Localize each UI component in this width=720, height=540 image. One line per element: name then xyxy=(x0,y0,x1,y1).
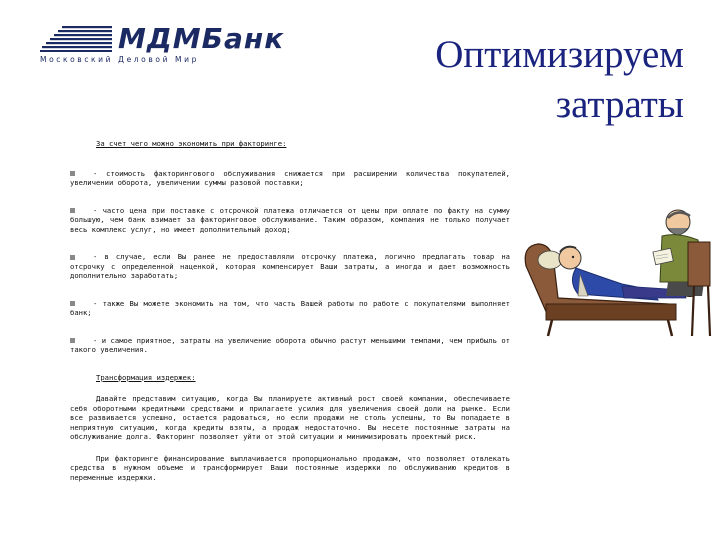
logo-name: МДМБанк xyxy=(118,22,285,55)
psychologist-couch-illustration xyxy=(518,186,714,366)
bullet-item xyxy=(70,252,510,281)
bullet-text: - также Вы можете экономить на том, что часть Вашей работы по работе с покупателями выполняет банк; xyxy=(70,298,510,317)
bullet-marker-icon xyxy=(70,171,75,176)
title-line-2: затраты xyxy=(555,83,684,126)
paragraph: При факторинге финансирование выплачивается пропорционально продажам, что позволяет отвлекать средства в нужном объеме и трансформирует Ваши постоянные издержки по обслуживанию кредитов в переменные издержки. xyxy=(70,453,510,482)
logo xyxy=(40,22,285,70)
bullet-item xyxy=(70,206,510,235)
bullet-item xyxy=(70,169,510,188)
bullet-item xyxy=(70,299,510,318)
subheading: Трансформация издержек: xyxy=(96,372,196,382)
content-body xyxy=(70,139,510,494)
bullet-text: - и самое приятное, затраты на увеличение оборота обычно растут меньшими темпами, чем прибыль от такого увеличения. xyxy=(70,335,510,354)
intro-text: За счет чего можно экономить при факторинге: xyxy=(96,139,287,148)
paragraph: Давайте представим ситуацию, когда Вы планируете активный рост своей компании, обеспечиваете себя оборотными кредитными средствами и прилагаете усилия для увеличения своей доли на рынке. Если все развивается успешно, остается радоваться, но если продажи не столь успешны, то Вы попадаете в неприятную ситуацию, когда кредиты взяты, а продаж недостаточно. Вы несете постоянные затраты на обслуживание долга. Факторинг позволяет уйти от этой ситуации и минимизировать проектный риск. xyxy=(70,394,510,441)
bullet-text: - в случае, если Вы ранее не предоставляли отсрочку платежа, логично предлагать товар на отсрочку с определенной наценкой, которая компенсирует Ваши затраты, а иногда и дает возможность дополнительно заработать; xyxy=(70,252,510,280)
bullet-marker-icon xyxy=(70,301,75,306)
bullet-item xyxy=(70,336,510,355)
bullet-marker-icon xyxy=(70,208,75,213)
logo-tagline: Московский Деловой Мир xyxy=(40,55,199,64)
bullet-text: - часто цена при поставке с отсрочкой платежа отличается от цены при оплате по факту на сумму большую, чем банк взимает за факторинговое обслуживание. Таким образом, компания не только получает весь комплекс услуг, но имеет дополнительный доход; xyxy=(70,205,510,234)
page-title xyxy=(435,30,684,130)
bullet-text: - стоимость факторингового обслуживания снижается при расширении количества покупателей, увеличении оборота, увеличении суммы разовой поставки; xyxy=(70,168,510,187)
title-line-1: Оптимизируем xyxy=(435,33,684,76)
bullet-marker-icon xyxy=(70,338,75,343)
logo-emblem-icon xyxy=(40,26,114,52)
bullet-marker-icon xyxy=(70,255,75,260)
